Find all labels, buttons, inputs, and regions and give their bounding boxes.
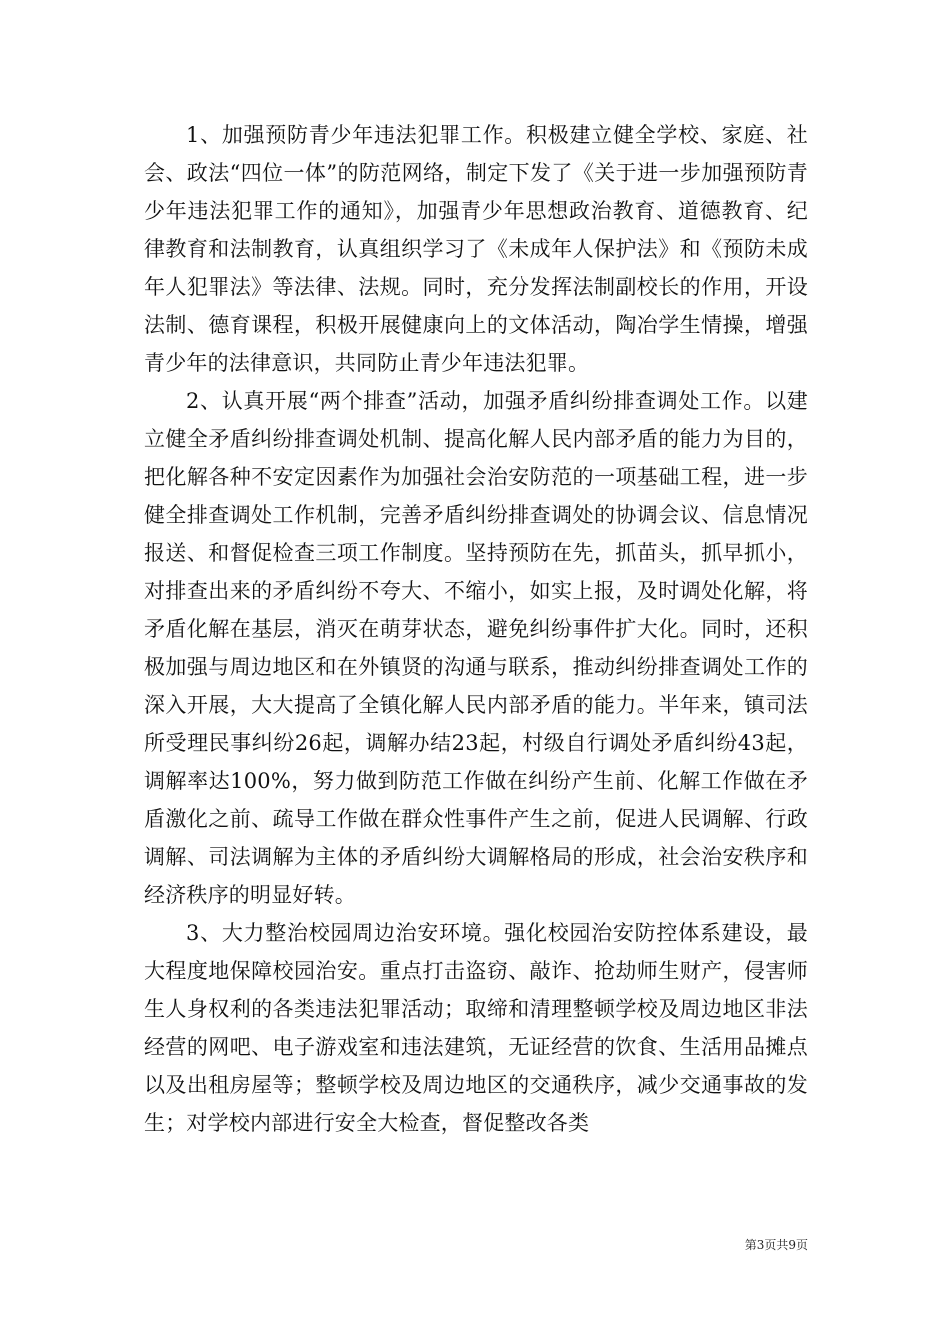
paragraph-2: 2、认真开展“两个排查”活动，加强矛盾纠纷排查调处工作。以建立健全矛盾纠纷排查调处机制、提高化解人民内部矛盾的能力为目的，把化解各种不安定因素作为加强社会治安防范的一项基础工程，进一步健全排查调处工作机制，完善矛盾纠纷排查调处的协调会议、信息情况报送、和督促检查三项工作制度。坚持预防在先，抓苗头，抓早抓小，对排查出来的矛盾纠纷不夸大、不缩小，如实上报，及时调处化解，将矛盾化解在基层，消灭在萌芽状态，避免纠纷事件扩大化。同时，还积极加强与周边地区和在外镇贤的沟通与联系，推动纠纷排查调处工作的深入开展，大大提高了全镇化解人民内部矛盾的能力。半年来，镇司法所受理民事纠纷26起，调解办结23起，村级自行调处矛盾纠纷43起，调解率达100%，努力做到防范工作做在纠纷产生前、化解工作做在矛盾激化之前、疏导工作做在群众性事件产生之前，促进人民调解、行政调解、司法调解为主体的矛盾纠纷大调解格局的形成，社会治安秩序和经济秩序的明显好转。 bbox=[144, 389, 808, 907]
page-number-footer: 第3页共9页 bbox=[744, 1238, 808, 1252]
document-body bbox=[144, 116, 808, 1142]
paragraph-3: 3、大力整治校园周边治安环境。强化校园治安防控体系建设，最大程度地保障校园治安。重点打击盗窃、敲诈、抢劫师生财产，侵害师生人身权利的各类违法犯罪活动；取缔和清理整顿学校及周边地区非法经营的网吧、电子游戏室和违法建筑，无证经营的饮食、生活用品摊点以及出租房屋等；整顿学校及周边地区的交通秩序，减少交通事故的发生；对学校内部进行安全大检查，督促整改各类 bbox=[144, 921, 808, 1135]
paragraph-1: 1、加强预防青少年违法犯罪工作。积极建立健全学校、家庭、社会、政法“四位一体”的防范网络，制定下发了《关于进一步加强预防青少年违法犯罪工作的通知》，加强青少年思想政治教育、道德教育、纪律教育和法制教育，认真组织学习了《未成年人保护法》和《预防未成年人犯罪法》等法律、法规。同时，充分发挥法制副校长的作用，开设法制、德育课程，积极开展健康向上的文体活动，陶冶学生情操，增强青少年的法律意识，共同防止青少年违法犯罪。 bbox=[144, 123, 808, 375]
